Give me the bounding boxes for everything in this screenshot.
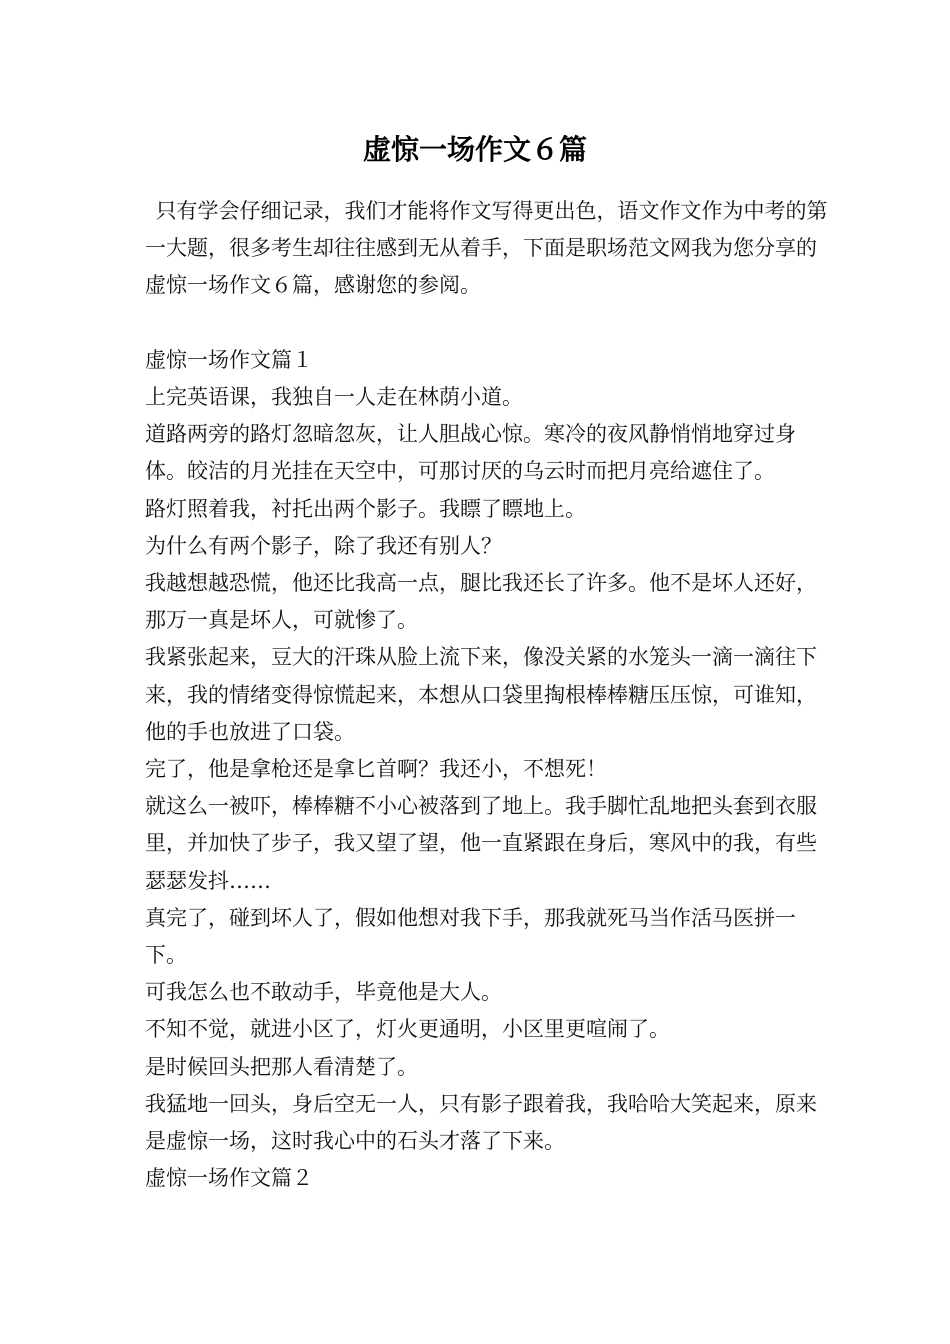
body-paragraph: 我猛地一回头，身后空无一人，只有影子跟着我，我哈哈大笑起来，原来是虚惊一场，这时我心中的石头才落了下来。 (145, 1091, 817, 1154)
body-paragraph: 道路两旁的路灯忽暗忽灰，让人胆战心惊。寒冷的夜风静悄悄地穿过身体。皎洁的月光挂在天空中，可那讨厌的乌云时而把月亮给遮住了。 (145, 422, 796, 484)
body-paragraph: 路灯照着我，衬托出两个影子。我瞟了瞟地上。 (145, 496, 586, 521)
body-paragraph: 为什么有两个影子，除了我还有别人？ (145, 533, 502, 558)
body-paragraph: 上完英语课，我独自一人走在林荫小道。 (145, 385, 523, 409)
document-title: 虚惊一场作文６篇 (362, 133, 587, 166)
body-paragraph: 是时候回头把那人看清楚了。 (145, 1054, 418, 1079)
section-heading-2: 虚惊一场作文篇２ (145, 1166, 313, 1191)
body-paragraph: 就这么一被吓，棒棒糖不小心被落到了地上。我手脚忙乱地把头套到衣服里，并加快了步子，我又望了望，他一直紧跟在身后，寒风中的我，有些瑟瑟发抖…… (145, 794, 817, 893)
section-heading-1: 虚惊一场作文篇１ (145, 347, 313, 372)
body-paragraph: 真完了，碰到坏人了，假如他想对我下手，那我就死马当作活马医拼一下。 (145, 905, 796, 968)
body-paragraph: 可我怎么也不敢动手，毕竟他是大人。 (145, 980, 502, 1005)
body-paragraph: 我越想越恐慌，他还比我高一点，腿比我还长了许多。他不是坏人还好，那万一真是坏人，可就惨了。 (145, 571, 817, 633)
document-body (145, 193, 835, 1197)
body-paragraph: 不知不觉，就进小区了，灯火更通明，小区里更喧闹了。 (145, 1017, 670, 1042)
body-paragraph: 我紧张起来，豆大的汗珠从脸上流下来，像没关紧的水笼头一滴一滴往下来，我的情绪变得惊慌起来，本想从口袋里掏根棒棒糖压压惊，可谁知，他的手也放进了口袋。 (145, 645, 817, 744)
intro-paragraph: 只有学会仔细记录，我们才能将作文写得更出色，语文作文作为中考的第一大题，很多考生却往往感到无从着手，下面是职场范文网我为您分享的虚惊一场作文６篇，感谢您的参阅。 (145, 199, 828, 298)
body-paragraph: 完了，他是拿枪还是拿匕首啊？我还小，不想死！ (145, 757, 607, 782)
